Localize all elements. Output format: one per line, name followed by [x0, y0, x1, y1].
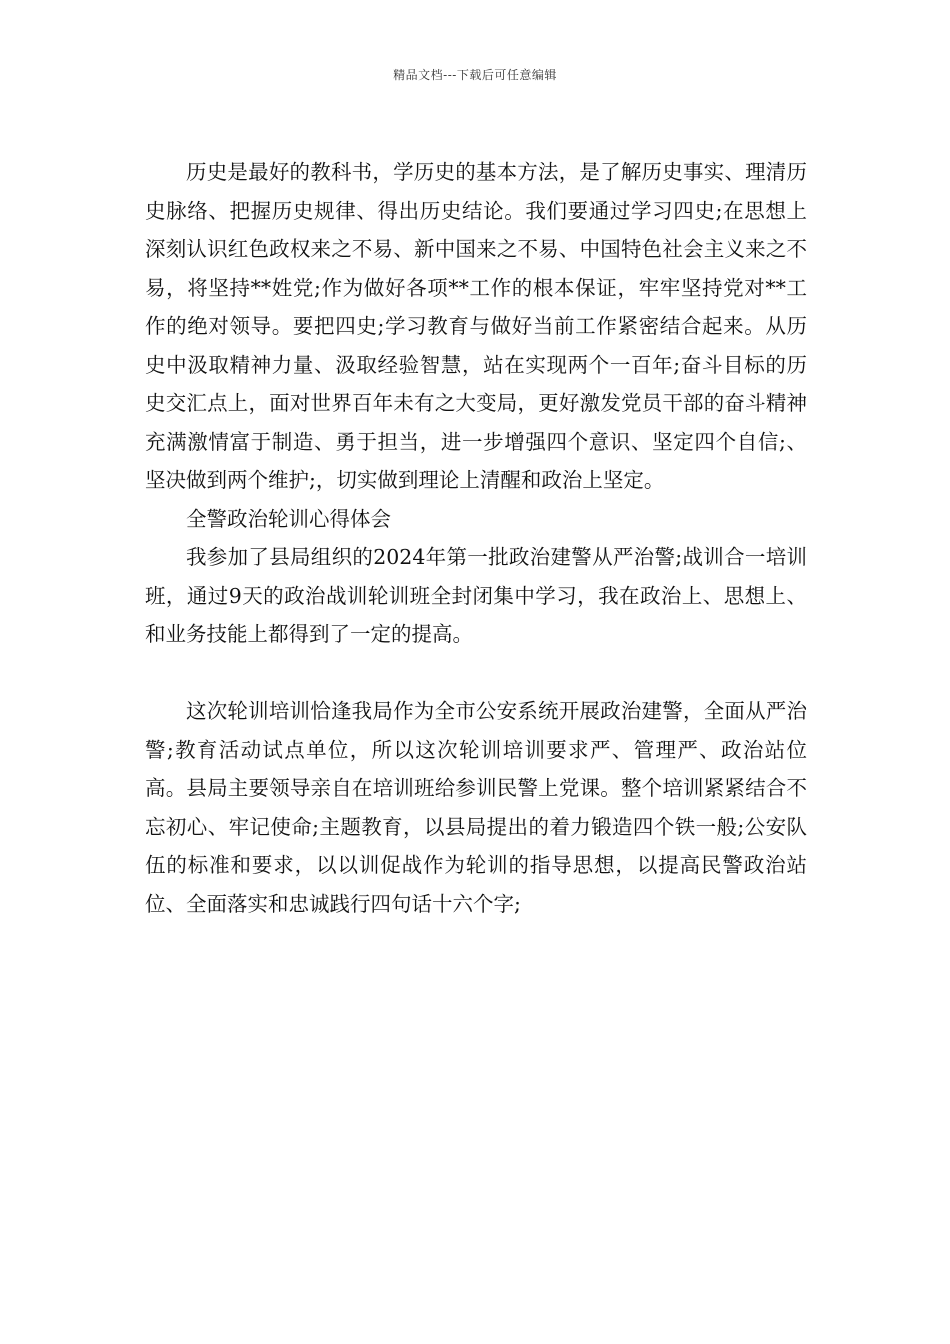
paragraph-training-intro: 我参加了县局组织的2024年第一批政治建警从严治警;战训合一培训班，通过9天的政治战训轮训班全封闭集中学习，我在政治上、思想上、和业务技能上都得到了一定的提高。 — [145, 545, 807, 646]
section-heading: 全警政治轮训心得体会 — [186, 506, 391, 531]
paragraph-history: 历史是最好的教科书，学历史的基本方法，是了解历史事实、理清历史脉络、把握历史规律、得出历史结论。我们要通过学习四史;在思想上深刻认识红色政权来之不易、新中国来之不易、中国特色社会主义来之不易，将坚持**姓党;作为做好各项**工作的根本保证，牢牢坚持党对**工作的绝对领导。要把四史;学习教育与做好当前工作紧密结合起来。从历史中汲取精神力量、汲取经验智慧，站在实现两个一百年;奋斗目标的历史交汇点上，面对世界百年未有之大变局，更好激发党员干部的奋斗精神充满激情富于制造、勇于担当，进一步增强四个意识、坚定四个自信;、坚决做到两个维护;，切实做到理论上清醒和政治上坚定。 — [145, 160, 807, 492]
paragraph-spacer — [145, 654, 807, 693]
document-body — [145, 153, 807, 923]
page-header: 精品文档---下载后可任意编辑 — [393, 68, 557, 82]
paragraph-training-detail: 这次轮训培训恰逢我局作为全市公安系统开展政治建警，全面从严治警;教育活动试点单位，所以这次轮训培训要求严、管理严、政治站位高。县局主要领导亲自在培训班给参训民警上党课。整个培训紧紧结合不忘初心、牢记使命;主题教育，以县局提出的着力锻造四个铁一般;公安队伍的标准和要求，以以训促战作为轮训的指导思想，以提高民警政治站位、全面落实和忠诚践行四句话十六个字; — [145, 699, 807, 916]
